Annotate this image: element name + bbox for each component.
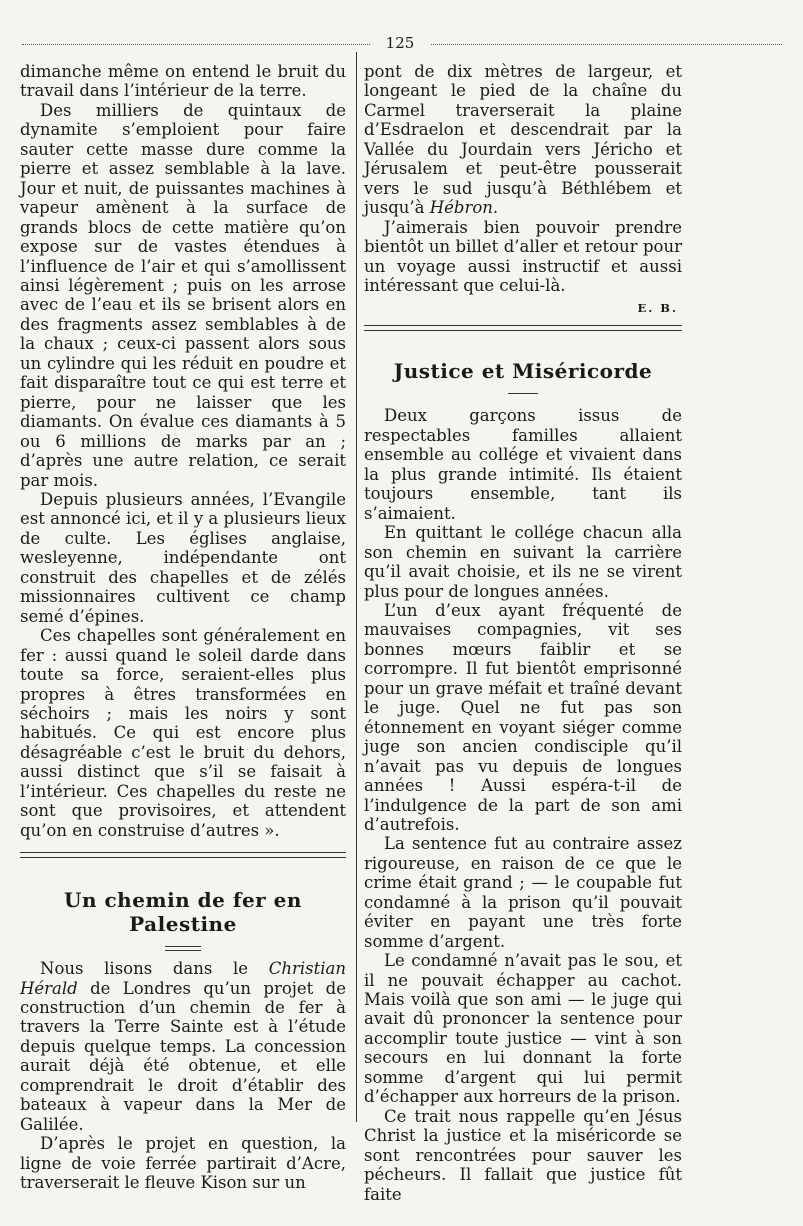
left-column	[20, 62, 346, 1193]
paragraph	[364, 62, 682, 218]
place-name: Hébron.	[429, 198, 499, 218]
publication-name: Christian Hérald	[20, 959, 346, 998]
title-ornament-rule	[508, 393, 538, 394]
text-run: Nous lisons dans le	[40, 959, 269, 979]
paragraph: D’après le projet en question, la ligne de voie ferrée partirait d’Acre, traverserait le fleuve Kison sur un	[20, 1134, 346, 1193]
text-run: pont de dix mètres de largeur, et longeant le pied de la chaîne du Carmel traverserait la plaine d’Esdraelon et descendrait par la Vallée du Jourdain vers Jéricho et Jérusalem et peut-être pousserait vers le sud jusqu’à Béthlébem et jusqu’à	[364, 62, 682, 218]
paragraph: Depuis plusieurs années, l’Evangile est annoncé ici, et il y a plusieurs lieux de culte. Les églises anglaise, wesleyenne, indépendante ont construit des chapelles et de zélés missionnaires cultivent ce champ semé d’épines.	[20, 489, 346, 626]
paragraph: Deux garçons issus de respectables familles allaient ensemble au collége et vivaient dans la plus grande intimité. Ils étaient toujours ensemble, tant ils s’aimaient.	[364, 406, 682, 523]
article-title: Un chemin de fer en Palestine	[64, 888, 302, 937]
author-signature: E. B.	[637, 301, 678, 316]
paragraph: J’aimerais bien pouvoir prendre bientôt un billet d’aller et retour pour un voyage aussi instructif et aussi intéressant que celui-là.	[364, 217, 682, 295]
title-ornament-rule	[165, 946, 201, 951]
paragraph: Ces chapelles sont généralement en fer : aussi quand le soleil darde dans toute sa force, seraient-elles plus propres à êtres transformées en séchoirs ; mais les noirs y sont habitués. Ce qui est encore plus désagréable c’est le bruit du dehors, aussi distinct que s’il se faisait à l’intérieur. Ces chapelles du reste ne sont que provisoires, et attendent qu’on en construise d’autres ».	[20, 626, 346, 840]
paragraph: La sentence fut au contraire assez rigoureuse, en raison de ce que le crime était grand ; — le coupable fut condamné à la prison qu’il pouvait éviter en payant une très forte somme d’argent.	[364, 834, 682, 951]
article-title: Justice et Miséricorde	[393, 359, 653, 384]
page-number: 125	[370, 34, 430, 52]
section-separator	[364, 325, 682, 331]
paragraph: Des milliers de quintaux de dynamite s’emploient pour faire sauter cette masse dure comme la pierre et assez semblable à la lave. Jour et nuit, de puissantes machines à vapeur amènent à la surface de grands blocs de cette matière qu’on expose sur de vastes étendues à l’influence de l’air et qui s’amollissent ainsi légèrement ; puis on les arrose avec de l’eau et ils se brisent alors en des fragments assez semblables à de la chaux ; ceux-ci passent alors sous un cylindre qui les réduit en poudre et fait disparaître tout ce qui est terre et pierre, pour ne laisser que les diamants. On évalue ces diamants à 5 ou 6 millions de marks par an ; d’après une autre relation, ce serait par mois.	[20, 100, 346, 490]
paragraph: Ce trait nous rappelle qu’en Jésus Christ la justice et la miséricorde se sont rencontrées pour sauver les pécheurs. Il fallait que justice fût faite	[364, 1106, 682, 1204]
paragraph: L’un d’eux ayant fréquenté de mauvaises compagnies, vit ses bonnes mœurs faiblir et se corrompre. Il fut bientôt emprisonné pour un grave méfait et traîné devant le juge. Quel ne fut pas son étonnement en voyant siéger comme juge son ancien condisciple qu’il n’avait pas vu depuis de longues années ! Aussi espéra-t-il de l’indulgence de la part de son ami d’autrefois.	[364, 600, 682, 834]
paragraph: dimanche même on entend le bruit du travail dans l’intérieur de la terre.	[20, 62, 346, 101]
text-run: de Londres qu’un projet de construction d’un chemin de fer à travers la Terre Sainte est à l’étude depuis quelque temps. La concession aurait déjà été obtenue, et elle comprendrait le droit d’établir des bateaux à vapeur dans la Mer de Galilée.	[20, 978, 346, 1134]
paragraph: Le condamné n’avait pas le sou, et il ne pouvait échapper au cachot. Mais voilà que son ami — le juge qui avait dû prononcer la sentence pour accomplir toute justice — vint à son secours en lui donnant la forte somme d’argent qui lui permit d’échapper aux horreurs de la prison.	[364, 951, 682, 1107]
paragraph: En quittant le collége chacun alla son chemin en suivant la carrière qu’il avait choisie, et ils ne se virent plus pour de longues années.	[364, 523, 682, 601]
section-separator	[20, 852, 346, 858]
column-divider	[356, 52, 357, 1122]
right-column	[364, 62, 682, 1204]
paragraph	[20, 959, 346, 1134]
